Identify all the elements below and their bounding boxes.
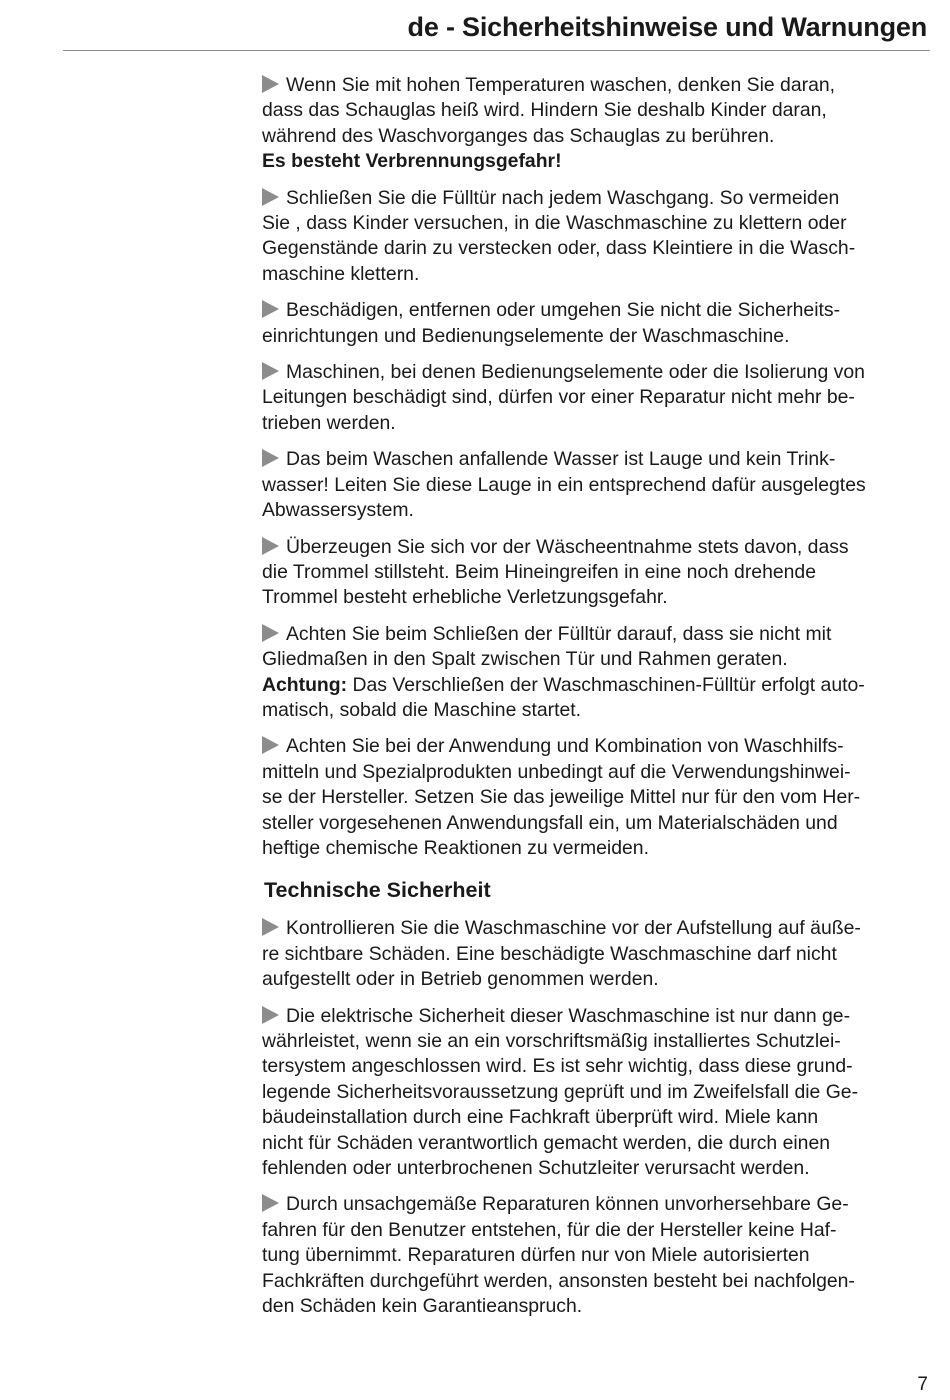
paragraph-text: Maschinen, bei denen Bedienungselemente oder die Isolierung von Leitungen beschädigt sind, dürfen vor einer Reparatur nicht mehr be- trieben werden. — [262, 361, 865, 434]
section-heading: Technische Sicherheit — [264, 878, 491, 903]
warning-text: Es besteht Verbrennungsgefahr! — [262, 150, 562, 173]
paragraph-text: Überzeugen Sie sich vor der Wäscheentnahme stets davon, dass die Trommel stillsteht. Beim Hineingreifen in eine noch drehende Trommel besteht erhebliche Verletzungsgefahr. — [262, 535, 849, 609]
page-header-title: de - Sicherheitshinweise und Warnungen — [407, 12, 927, 42]
triangle-right-icon — [262, 736, 279, 754]
triangle-right-icon — [262, 624, 279, 642]
page-number: 7 — [917, 1374, 928, 1395]
instruction-paragraph — [262, 447, 930, 523]
instruction-paragraph — [262, 298, 930, 349]
attention-text: Das Verschließen der Waschmaschinen-Fülltür erfolgt auto- matisch, sobald die Maschine startet. — [262, 673, 865, 721]
paragraph-text: Durch unsachgemäße Reparaturen können unvorhersehbare Ge- fahren für den Benutzer entstehen, für die der Hersteller keine Haf- tung übernimmt. Reparaturen dürfen nur von Miele autorisierten Fachkräften durchgeführt werden, ansonsten besteht bei nachfolgen- den Schäden kein Garantieanspruch. — [262, 1193, 855, 1318]
paragraph-text: Achten Sie beim Schließen der Fülltür darauf, dass sie nicht mit Gliedmaßen in den Spalt zwischen Tür und Rahmen geraten. — [262, 622, 832, 671]
header-divider — [63, 50, 930, 51]
instruction-paragraph — [262, 73, 930, 175]
triangle-right-icon — [262, 449, 279, 467]
instruction-paragraph — [262, 734, 930, 861]
instruction-paragraph — [262, 360, 930, 436]
paragraph-text: Wenn Sie mit hohen Temperaturen waschen, denken Sie daran, dass das Schauglas heiß wird. Hindern Sie deshalb Kinder daran, während des Waschvorganges das Schauglas zu berühren. — [262, 74, 836, 147]
triangle-right-icon — [262, 75, 279, 93]
instruction-paragraph — [262, 186, 930, 288]
triangle-right-icon — [262, 300, 279, 318]
paragraph-text: Achten Sie bei der Anwendung und Kombination von Waschhilfs- mitteln und Spezialprodukten unbedingt auf die Verwendungshinwei- se der Hersteller. Setzen Sie das jeweilige Mittel nur für den vom Her- steller vorgesehenen Anwendungsfall ein, um Materialschäden und heftige chemische Reaktionen zu vermeiden. — [262, 735, 861, 859]
triangle-right-icon — [262, 188, 279, 206]
instruction-paragraph — [262, 535, 930, 611]
paragraph-text: Die elektrische Sicherheit dieser Waschmaschine ist nur dann ge- währleistet, wenn sie an ein vorschriftsmäßig installiertes Schutzlei- tersystem angeschlossen wird. Es ist sehr wichtig, dass diese grund- legende Sicherheitsvoraussetzung geprüft und im Zweifelsfall die Ge- bäudeinstallation durch eine Fachkraft überprüft wird. Miele kann nicht für Schäden verantwortlich gemacht werden, die durch einen fehlenden oder unterbrochenen Schutzleiter verursacht werden. — [262, 1004, 859, 1180]
triangle-right-icon — [262, 1194, 279, 1212]
triangle-right-icon — [262, 918, 279, 936]
triangle-right-icon — [262, 537, 279, 555]
paragraph-text: Das beim Waschen anfallende Wasser ist Lauge und kein Trink- wasser! Leiten Sie diese Lauge in ein entsprechend dafür ausgelegtes Abwassersystem. — [262, 448, 866, 522]
triangle-right-icon — [262, 362, 279, 380]
triangle-right-icon — [262, 1006, 279, 1024]
attention-label: Achtung: — [262, 673, 348, 696]
instruction-paragraph — [262, 1192, 930, 1319]
paragraph-text: Beschädigen, entfernen oder umgehen Sie nicht die Sicherheits- einrichtungen und Bedienungselemente der Waschmaschine. — [262, 299, 841, 347]
paragraph-text: Kontrollieren Sie die Waschmaschine vor der Aufstellung auf äuße- re sichtbare Schäden. Eine beschädigte Waschmaschine darf nicht aufgestellt oder in Betrieb genommen werden. — [262, 917, 861, 991]
instruction-paragraph — [262, 1004, 930, 1182]
paragraph-text: Schließen Sie die Fülltür nach jedem Waschgang. So vermeiden Sie , dass Kinder versuchen, in die Waschmaschine zu klettern oder Gegenstände darin zu verstecken oder, dass Kleintiere in die Wasch- maschine klettern. — [262, 186, 856, 285]
instruction-paragraph — [262, 622, 930, 724]
instruction-paragraph — [262, 916, 930, 992]
main-content — [262, 73, 930, 1330]
